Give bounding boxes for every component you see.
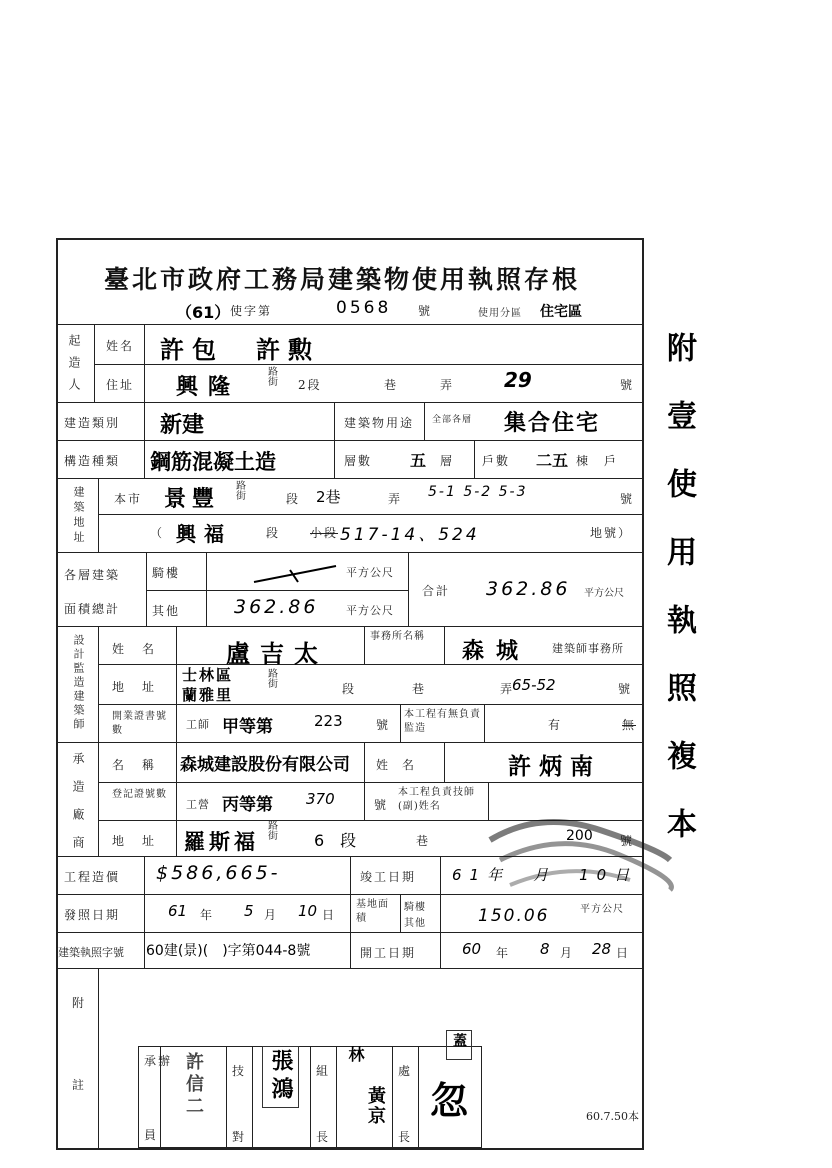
license-number: 0568 [336, 298, 392, 318]
site-area-arcade: 騎樓 [404, 902, 426, 913]
builder-address-road: 興隆 [176, 375, 241, 400]
issue-label: 發照日期 [64, 908, 121, 922]
start-label: 開工日期 [360, 946, 417, 960]
contractor-name: 森城建設股份有限公司 [180, 755, 350, 775]
site-section: 段 [286, 492, 301, 506]
lot-section: 興福 [176, 522, 232, 546]
signoff-col1: 承辦 [144, 1054, 173, 1068]
document-title: 臺北市政府工務局建築物使用執照存根 [104, 265, 581, 294]
site-city: 本市 [114, 492, 143, 506]
builder-names: 許包 許勲 [160, 336, 320, 364]
print-code: 60.7.50本 [586, 1110, 639, 1123]
structure-label: 構造種類 [64, 454, 121, 468]
complete-value: 61年 月 10日 [452, 866, 638, 884]
builder-number: 29 [504, 368, 532, 392]
issue-year: 61 [168, 902, 188, 920]
architect-address-label: 地址 [112, 680, 173, 694]
signoff-col7: 處 [398, 1064, 413, 1078]
signoff-stamp-2: 張鴻 [262, 1046, 299, 1108]
building-use-value: 集合住宅 [504, 411, 601, 436]
architect-group-label: 設計監造建築師 [72, 634, 85, 732]
builder-number-suffix: 號 [620, 378, 635, 392]
architect-license-number: 223 [314, 712, 343, 730]
contractor-name-label: 名稱 [112, 758, 173, 772]
signoff-stamp-5: 蓋 [446, 1030, 472, 1060]
signoff-col2: 員 [144, 1128, 159, 1142]
remarks-label-bottom: 註 [72, 1078, 87, 1092]
use-zone-label: 使用分區 [478, 308, 522, 319]
site-road: 景豐 [164, 487, 221, 512]
site-number-suffix: 號 [620, 492, 635, 506]
floors-label: 層數 [344, 454, 373, 468]
architect-office-label: 事務所名稱 [370, 631, 425, 642]
architect-office: 森城 [462, 639, 531, 664]
total-label: 合計 [422, 584, 451, 598]
architect-alley: 弄 [500, 682, 515, 696]
signoff-col6: 長 [316, 1130, 331, 1144]
architect-number-suffix: 號 [618, 682, 633, 696]
supervisor-value: 有 [548, 718, 563, 732]
contractor-number: 200 [566, 828, 593, 844]
remarks-label-top: 附 [72, 996, 87, 1010]
builder-group-label: 起造人 [67, 334, 81, 400]
use-zone-value: 住宅區 [540, 304, 582, 320]
contractor-number-suffix: 號 [620, 834, 635, 848]
contractor-reg-grade: 丙等第 [222, 795, 273, 815]
supervisor-suffix: 無 [622, 718, 637, 732]
lot-section-label: 段 [266, 526, 281, 540]
architect-district: 士林區 [182, 666, 234, 684]
lot-open: （ [150, 526, 165, 540]
arcade-dash-mark [250, 560, 340, 590]
building-use-floors: 全部各層 [432, 415, 473, 425]
signoff-col3: 技 [232, 1064, 247, 1078]
cost-value: $586,665- [156, 862, 281, 884]
start-year: 60 [462, 940, 482, 958]
build-type-value: 新建 [160, 413, 205, 438]
signoff-stamp-3: 林 [346, 1046, 365, 1064]
signoff-signature: 忽 [430, 1079, 469, 1123]
architect-license-prefix: 工師 [186, 718, 210, 731]
architect-office-suffix: 建築師事務所 [552, 642, 624, 655]
contractor-address-label: 地址 [112, 834, 173, 848]
floors-unit: 層 [440, 454, 455, 468]
contractor-lane: 巷 [416, 834, 431, 848]
contractor-reg-suffix: 號 [374, 798, 389, 812]
signoff-col4: 對 [232, 1130, 247, 1144]
architect-section: 段 [342, 682, 357, 696]
households-label: 戶數 [482, 454, 511, 468]
site-alley-label: 弄 [388, 492, 403, 506]
cost-label: 工程造價 [64, 870, 121, 884]
site-lane: 2巷 [316, 488, 341, 506]
signoff-col5: 組 [316, 1064, 331, 1078]
area-label-1: 各層建築 [64, 568, 121, 582]
architect-name: 盧吉太 [226, 640, 328, 668]
architect-license-grade: 甲等第 [222, 717, 273, 737]
other-label: 其他 [152, 604, 181, 618]
lot-suffix: 地號） [590, 526, 633, 540]
start-day: 28 [592, 940, 612, 958]
supervisor-label: 本工程有無負責監造 [404, 709, 481, 734]
signoff-col8: 長 [398, 1130, 413, 1144]
build-type-label: 建造類別 [64, 416, 121, 430]
signoff-stamp-1: 許信二 [183, 1052, 204, 1118]
architect-license-suffix: 號 [376, 718, 391, 732]
site-area-other: 其他 [404, 918, 426, 929]
architect-road-small: 路街 [268, 669, 279, 690]
building-use-label: 建築物用途 [344, 416, 415, 430]
arcade-label: 騎樓 [152, 566, 181, 580]
architect-license-label: 開業證書號數 [112, 711, 167, 736]
floors-value: 五 [410, 451, 427, 470]
license-label: 使字第 [230, 304, 273, 318]
contractor-section: 6段 [314, 831, 373, 850]
permit-label: 建築執照字號 [58, 946, 124, 959]
contractor-road: 羅斯福 [184, 830, 259, 854]
total-value: 362.86 [486, 578, 571, 600]
complete-label: 竣工日期 [360, 870, 417, 884]
site-area-unit: 平方公尺 [580, 904, 624, 915]
site-group-label: 建築地址 [72, 486, 85, 546]
site-road-small: 路街 [236, 481, 247, 502]
architect-name-label: 姓名 [112, 642, 173, 656]
signoff-stamp-4: 黃京 [365, 1086, 386, 1126]
structure-value: 鋼筋混凝土造 [150, 450, 276, 474]
contractor-reg-prefix: 工營 [186, 798, 210, 811]
side-vertical-stamp: 附壹使用執照複本 [661, 332, 696, 876]
contractor-reg-label: 登記證號數 [112, 789, 167, 800]
area-unit-2: 平方公尺 [346, 604, 394, 617]
households-value: 二五 [536, 451, 569, 470]
architect-lane: 巷 [412, 682, 427, 696]
site-area-label: 基地面積 [356, 899, 389, 924]
builder-road-small: 路街 [268, 367, 279, 388]
contractor-person-label: 姓名 [376, 758, 429, 772]
contractor-person: 許炳南 [508, 754, 601, 780]
contractor-road-small: 路街 [268, 821, 279, 842]
builder-lane-label: 巷 [384, 378, 399, 392]
builder-address-label: 住址 [106, 378, 135, 392]
license-suffix: 號 [418, 304, 433, 318]
contractor-reg-number: 370 [306, 790, 335, 808]
issue-month: 5 [244, 902, 254, 920]
builder-alley-label: 弄 [440, 378, 455, 392]
lot-subsection: 小段 [310, 526, 339, 540]
area-label-2: 面積總計 [64, 602, 121, 616]
households-unit: 棟 戶 [576, 454, 619, 468]
builder-section: 2段 [298, 378, 322, 392]
license-prefix: （61） [176, 303, 231, 322]
contractor-tech-label: 本工程負責技師(副)姓名 [398, 787, 475, 812]
total-unit: 平方公尺 [584, 588, 624, 599]
architect-number: 65-52 [512, 676, 556, 694]
architect-li: 蘭雅里 [182, 686, 234, 704]
area-unit-1: 平方公尺 [346, 566, 394, 579]
ink-smudge [480, 800, 680, 940]
builder-name-label: 姓名 [106, 339, 135, 353]
lot-numbers: 517-14、524 [340, 525, 480, 545]
start-month: 8 [540, 940, 550, 958]
site-area-value: 150.06 [478, 906, 550, 926]
contractor-group-label: 承造廠商 [71, 752, 85, 864]
permit-value: 60建(景)( )字第044-8號 [146, 943, 311, 959]
site-numbers: 5-1 5-2 5-3 [428, 484, 528, 500]
other-value: 362.86 [234, 596, 319, 618]
issue-day: 10 [298, 902, 318, 920]
